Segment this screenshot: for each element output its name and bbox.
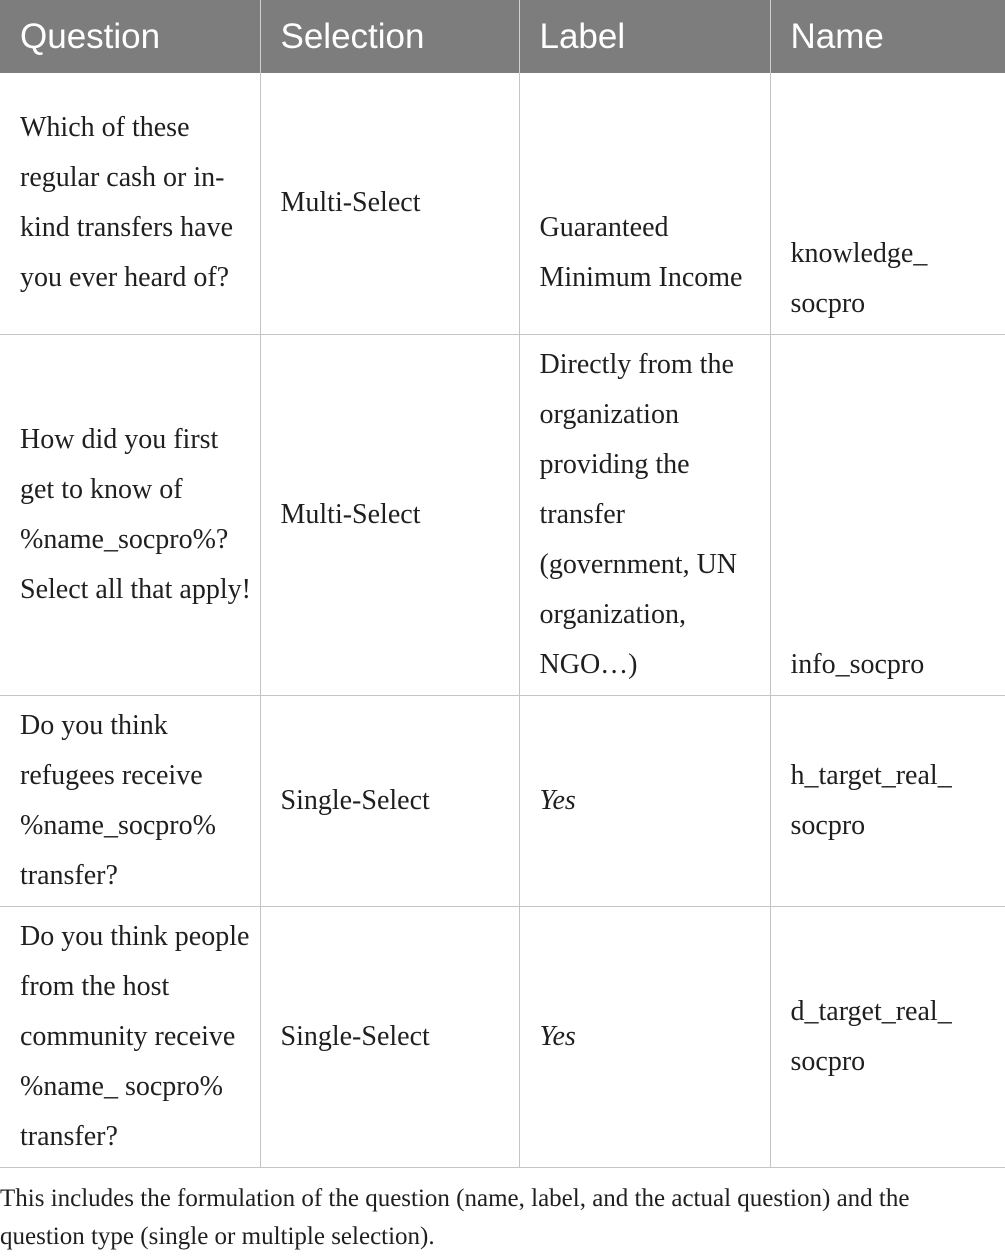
table-footnote: This includes the formulation of the question (name, label, and the actual question) and the question type (single or multiple selection). — [0, 1185, 910, 1250]
table-header — [0, 0, 1005, 73]
table-body — [0, 73, 1005, 1167]
label-cell: Directly from the organization providing the transfer (government, UN organization, NGO…) — [519, 334, 770, 695]
name-cell: h_target_real_ socpro — [770, 695, 1005, 906]
selection-cell: Multi-Select — [260, 73, 519, 334]
name-cell: knowledge_ socpro — [770, 73, 1005, 334]
label-cell: Yes — [519, 906, 770, 1167]
table-row — [0, 334, 1005, 695]
header-question: Question — [0, 0, 260, 73]
header-row — [0, 0, 1005, 73]
name-cell: d_target_real_ socpro — [770, 906, 1005, 1167]
header-name: Name — [770, 0, 1005, 73]
question-cell: Do you think people from the host community receive %name_ socpro% transfer? — [0, 906, 260, 1167]
selection-cell: Single-Select — [260, 906, 519, 1167]
table-row — [0, 695, 1005, 906]
label-cell: Guaranteed Minimum Income — [519, 73, 770, 334]
question-cell: Which of these regular cash or in-kind transfers have you ever heard of? — [0, 73, 260, 334]
selection-cell: Multi-Select — [260, 334, 519, 695]
question-cell: Do you think refugees receive %name_socpro% transfer? — [0, 695, 260, 906]
name-cell: info_socpro — [770, 334, 1005, 695]
label-cell: Yes — [519, 695, 770, 906]
table-row — [0, 906, 1005, 1167]
table-row — [0, 73, 1005, 334]
header-label: Label — [519, 0, 770, 73]
header-selection: Selection — [260, 0, 519, 73]
selection-cell: Single-Select — [260, 695, 519, 906]
question-cell: How did you first get to know of %name_socpro%? Select all that apply! — [0, 334, 260, 695]
